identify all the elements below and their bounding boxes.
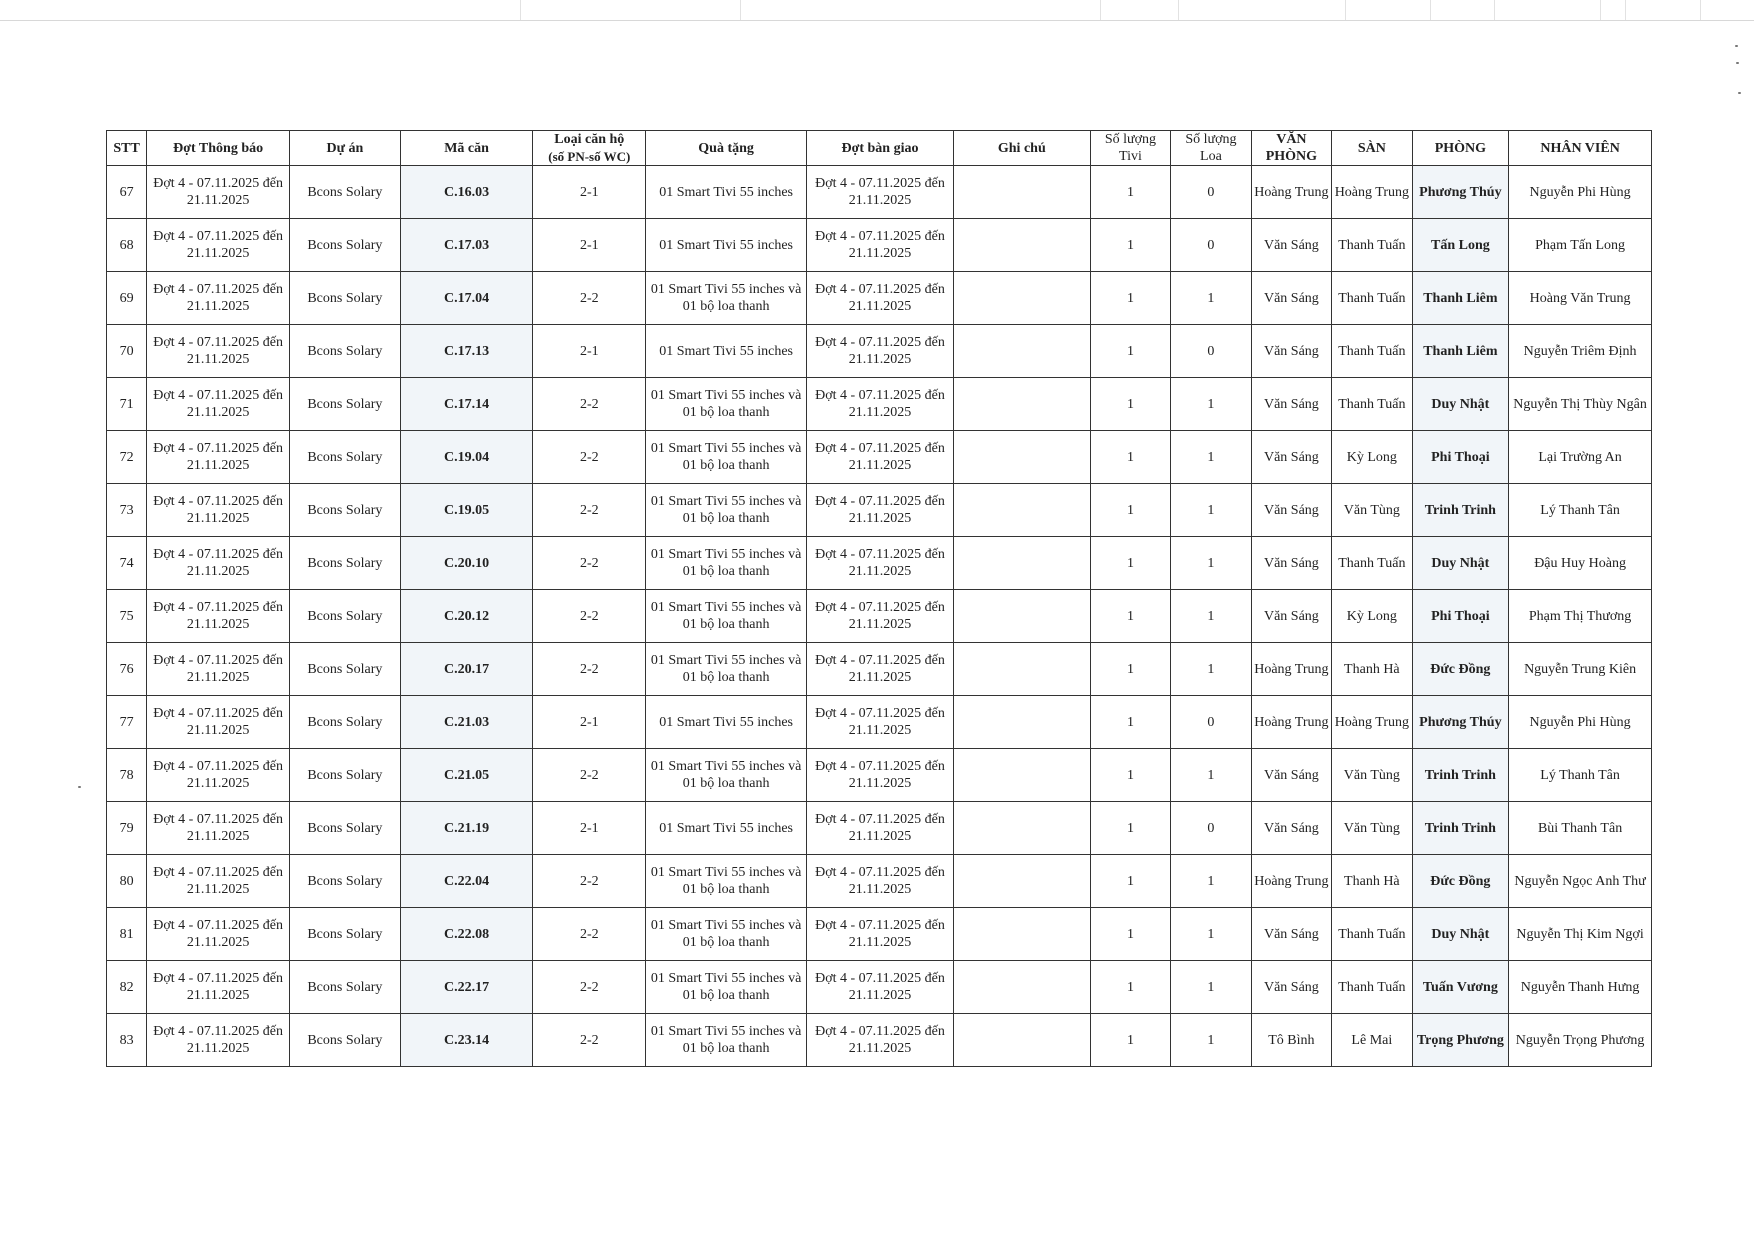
cell-phong: Phi Thoại [1412,590,1509,643]
cell-ma-can: C.23.14 [400,1014,533,1067]
table-row [107,537,1652,590]
cell-ma-can: C.20.10 [400,537,533,590]
header-dot-thong-bao: Đợt Thông báo [147,131,290,166]
header-dot-ban-giao: Đợt bàn giao [807,131,954,166]
cell-ma-can: C.17.13 [400,325,533,378]
cell-so-luong-tivi: 1 [1090,325,1170,378]
cell-dot-thong-bao: Đợt 4 - 07.11.2025 đến 21.11.2025 [147,219,290,272]
table-row [107,961,1652,1014]
cell-loai-can-ho: 2-1 [533,696,646,749]
cell-so-luong-tivi: 1 [1090,855,1170,908]
cell-loai-can-ho: 2-1 [533,166,646,219]
cell-du-an: Bcons Solary [290,802,401,855]
cell-van-phong: Văn Sáng [1251,590,1331,643]
cell-van-phong: Văn Sáng [1251,431,1331,484]
cell-so-luong-loa: 1 [1171,431,1251,484]
header-so-luong-loa-line1: Số lượng [1185,132,1237,147]
cell-ma-can: C.17.04 [400,272,533,325]
header-van-phong-line1: VĂN [1276,132,1307,147]
cell-dot-ban-giao: Đợt 4 - 07.11.2025 đến 21.11.2025 [807,908,954,961]
cell-van-phong: Văn Sáng [1251,961,1331,1014]
cell-van-phong: Văn Sáng [1251,378,1331,431]
cell-ghi-chu [953,855,1090,908]
cell-dot-ban-giao: Đợt 4 - 07.11.2025 đến 21.11.2025 [807,272,954,325]
cell-qua-tang: 01 Smart Tivi 55 inches và 01 bộ loa thanh [646,537,807,590]
cell-so-luong-loa: 1 [1171,378,1251,431]
scan-speck [1736,62,1739,64]
cell-nhan-vien: Nguyễn Phi Hùng [1509,166,1652,219]
cell-stt: 80 [107,855,147,908]
cell-so-luong-tivi: 1 [1090,272,1170,325]
cell-ghi-chu [953,431,1090,484]
cell-dot-thong-bao: Đợt 4 - 07.11.2025 đến 21.11.2025 [147,166,290,219]
cell-dot-thong-bao: Đợt 4 - 07.11.2025 đến 21.11.2025 [147,272,290,325]
cell-van-phong: Văn Sáng [1251,325,1331,378]
cell-stt: 82 [107,961,147,1014]
header-san: SÀN [1332,131,1412,166]
cell-du-an: Bcons Solary [290,219,401,272]
cell-dot-ban-giao: Đợt 4 - 07.11.2025 đến 21.11.2025 [807,378,954,431]
cell-qua-tang: 01 Smart Tivi 55 inches và 01 bộ loa thanh [646,961,807,1014]
cell-stt: 69 [107,272,147,325]
cell-van-phong: Văn Sáng [1251,908,1331,961]
cell-van-phong: Hoàng Trung [1251,166,1331,219]
cell-van-phong: Văn Sáng [1251,484,1331,537]
cell-dot-ban-giao: Đợt 4 - 07.11.2025 đến 21.11.2025 [807,484,954,537]
header-so-luong-loa-line2: Loa [1200,149,1222,164]
cell-san: Thanh Tuấn [1332,325,1412,378]
cell-dot-ban-giao: Đợt 4 - 07.11.2025 đến 21.11.2025 [807,590,954,643]
cell-so-luong-tivi: 1 [1090,537,1170,590]
cell-dot-ban-giao: Đợt 4 - 07.11.2025 đến 21.11.2025 [807,219,954,272]
cell-san: Lê Mai [1332,1014,1412,1067]
cell-nhan-vien: Nguyễn Thị Thùy Ngân [1509,378,1652,431]
table-row [107,749,1652,802]
cell-san: Kỳ Long [1332,590,1412,643]
cell-phong: Phi Thoại [1412,431,1509,484]
header-du-an: Dự án [290,131,401,166]
cell-stt: 68 [107,219,147,272]
cell-du-an: Bcons Solary [290,696,401,749]
cell-ma-can: C.19.05 [400,484,533,537]
header-van-phong [1251,131,1331,166]
cell-van-phong: Văn Sáng [1251,537,1331,590]
cell-van-phong: Văn Sáng [1251,272,1331,325]
cell-du-an: Bcons Solary [290,378,401,431]
header-so-luong-tivi [1090,131,1170,166]
cell-dot-thong-bao: Đợt 4 - 07.11.2025 đến 21.11.2025 [147,537,290,590]
cell-stt: 71 [107,378,147,431]
cell-san: Thanh Tuấn [1332,219,1412,272]
table-row [107,166,1652,219]
cell-ghi-chu [953,590,1090,643]
cell-so-luong-loa: 0 [1171,166,1251,219]
cell-so-luong-tivi: 1 [1090,166,1170,219]
cell-phong: Thanh Liêm [1412,325,1509,378]
cell-so-luong-loa: 0 [1171,802,1251,855]
cell-qua-tang: 01 Smart Tivi 55 inches và 01 bộ loa thanh [646,855,807,908]
header-phong: PHÒNG [1412,131,1509,166]
cell-san: Thanh Tuấn [1332,537,1412,590]
cell-so-luong-tivi: 1 [1090,484,1170,537]
header-loai-can-ho [533,131,646,166]
table-row [107,219,1652,272]
cell-san: Thanh Tuấn [1332,961,1412,1014]
cell-phong: Trọng Phương [1412,1014,1509,1067]
cell-so-luong-tivi: 1 [1090,749,1170,802]
cell-phong: Đức Đồng [1412,643,1509,696]
cell-ghi-chu [953,272,1090,325]
header-ma-can: Mã căn [400,131,533,166]
cell-so-luong-tivi: 1 [1090,908,1170,961]
cell-loai-can-ho: 2-1 [533,325,646,378]
cell-loai-can-ho: 2-2 [533,961,646,1014]
cell-so-luong-loa: 0 [1171,219,1251,272]
cell-stt: 77 [107,696,147,749]
table-row [107,325,1652,378]
cell-so-luong-tivi: 1 [1090,802,1170,855]
cell-du-an: Bcons Solary [290,855,401,908]
cell-stt: 76 [107,643,147,696]
cell-qua-tang: 01 Smart Tivi 55 inches và 01 bộ loa thanh [646,643,807,696]
cell-nhan-vien: Nguyễn Trọng Phương [1509,1014,1652,1067]
cell-ma-can: C.21.05 [400,749,533,802]
cell-qua-tang: 01 Smart Tivi 55 inches và 01 bộ loa thanh [646,431,807,484]
cell-loai-can-ho: 2-2 [533,590,646,643]
cell-ghi-chu [953,749,1090,802]
cell-stt: 79 [107,802,147,855]
scan-speck [78,786,81,788]
cell-so-luong-tivi: 1 [1090,961,1170,1014]
cell-dot-thong-bao: Đợt 4 - 07.11.2025 đến 21.11.2025 [147,855,290,908]
cell-ghi-chu [953,643,1090,696]
header-loai-can-ho-line2: (số PN-số WC) [548,149,631,164]
cell-phong: Phương Thúy [1412,696,1509,749]
cell-dot-thong-bao: Đợt 4 - 07.11.2025 đến 21.11.2025 [147,643,290,696]
cell-du-an: Bcons Solary [290,749,401,802]
header-stt: STT [107,131,147,166]
cell-so-luong-loa: 1 [1171,590,1251,643]
header-loai-can-ho-line1: Loại căn hộ [554,132,625,147]
cell-ma-can: C.20.17 [400,643,533,696]
cell-san: Hoàng Trung [1332,166,1412,219]
cell-san: Hoàng Trung [1332,696,1412,749]
cell-van-phong: Văn Sáng [1251,219,1331,272]
cell-so-luong-tivi: 1 [1090,1014,1170,1067]
cell-qua-tang: 01 Smart Tivi 55 inches [646,696,807,749]
cell-so-luong-loa: 1 [1171,272,1251,325]
cell-nhan-vien: Nguyễn Phi Hùng [1509,696,1652,749]
cell-qua-tang: 01 Smart Tivi 55 inches [646,802,807,855]
cell-so-luong-loa: 1 [1171,855,1251,908]
cell-qua-tang: 01 Smart Tivi 55 inches [646,325,807,378]
cell-nhan-vien: Lại Trường An [1509,431,1652,484]
cell-qua-tang: 01 Smart Tivi 55 inches và 01 bộ loa thanh [646,484,807,537]
cell-ma-can: C.19.04 [400,431,533,484]
cell-dot-ban-giao: Đợt 4 - 07.11.2025 đến 21.11.2025 [807,431,954,484]
cell-ma-can: C.20.12 [400,590,533,643]
cell-ghi-chu [953,378,1090,431]
cell-ma-can: C.17.14 [400,378,533,431]
cell-phong: Duy Nhật [1412,908,1509,961]
cell-dot-ban-giao: Đợt 4 - 07.11.2025 đến 21.11.2025 [807,537,954,590]
cell-dot-thong-bao: Đợt 4 - 07.11.2025 đến 21.11.2025 [147,590,290,643]
cell-dot-ban-giao: Đợt 4 - 07.11.2025 đến 21.11.2025 [807,1014,954,1067]
cell-phong: Phương Thúy [1412,166,1509,219]
cell-loai-can-ho: 2-1 [533,219,646,272]
scan-speck [1735,45,1738,47]
cell-san: Thanh Tuấn [1332,378,1412,431]
header-so-luong-tivi-line1: Số lượng [1104,132,1157,147]
table-row [107,855,1652,908]
cell-stt: 73 [107,484,147,537]
gift-allocation-table [106,130,1652,1067]
header-qua-tang: Quà tặng [646,131,807,166]
cell-phong: Thanh Liêm [1412,272,1509,325]
cell-du-an: Bcons Solary [290,431,401,484]
scan-speck [1738,92,1741,94]
cell-ghi-chu [953,166,1090,219]
header-van-phong-line2: PHÒNG [1265,149,1318,164]
cell-phong: Đức Đồng [1412,855,1509,908]
cell-san: Thanh Tuấn [1332,272,1412,325]
cell-so-luong-loa: 0 [1171,325,1251,378]
cell-phong: Trinh Trinh [1412,749,1509,802]
cell-nhan-vien: Lý Thanh Tân [1509,484,1652,537]
table-row [107,378,1652,431]
cell-nhan-vien: Nguyễn Thị Kim Ngợi [1509,908,1652,961]
cell-ma-can: C.21.19 [400,802,533,855]
cell-san: Thanh Hà [1332,855,1412,908]
cell-du-an: Bcons Solary [290,166,401,219]
cell-nhan-vien: Nguyễn Ngọc Anh Thư [1509,855,1652,908]
cell-van-phong: Hoàng Trung [1251,643,1331,696]
cell-stt: 74 [107,537,147,590]
cell-ghi-chu [953,219,1090,272]
cell-qua-tang: 01 Smart Tivi 55 inches [646,219,807,272]
header-ghi-chu: Ghi chú [953,131,1090,166]
cell-qua-tang: 01 Smart Tivi 55 inches và 01 bộ loa thanh [646,1014,807,1067]
cell-ghi-chu [953,484,1090,537]
cell-san: Thanh Tuấn [1332,908,1412,961]
cell-dot-thong-bao: Đợt 4 - 07.11.2025 đến 21.11.2025 [147,431,290,484]
table-row [107,908,1652,961]
cell-stt: 83 [107,1014,147,1067]
cell-nhan-vien: Hoàng Văn Trung [1509,272,1652,325]
cell-nhan-vien: Đậu Huy Hoàng [1509,537,1652,590]
cell-so-luong-loa: 1 [1171,961,1251,1014]
cell-so-luong-tivi: 1 [1090,431,1170,484]
cell-phong: Trinh Trinh [1412,484,1509,537]
cell-dot-thong-bao: Đợt 4 - 07.11.2025 đến 21.11.2025 [147,325,290,378]
cell-stt: 67 [107,166,147,219]
cell-san: Kỳ Long [1332,431,1412,484]
cell-van-phong: Văn Sáng [1251,749,1331,802]
cell-du-an: Bcons Solary [290,908,401,961]
cell-dot-thong-bao: Đợt 4 - 07.11.2025 đến 21.11.2025 [147,749,290,802]
cell-nhan-vien: Nguyễn Thanh Hưng [1509,961,1652,1014]
cell-san: Văn Tùng [1332,802,1412,855]
cell-san: Văn Tùng [1332,484,1412,537]
header-so-luong-tivi-line2: Tivi [1119,149,1142,164]
cell-qua-tang: 01 Smart Tivi 55 inches và 01 bộ loa thanh [646,272,807,325]
cell-loai-can-ho: 2-2 [533,378,646,431]
cell-qua-tang: 01 Smart Tivi 55 inches và 01 bộ loa thanh [646,378,807,431]
cell-loai-can-ho: 2-2 [533,431,646,484]
cell-loai-can-ho: 2-2 [533,272,646,325]
cell-phong: Tuấn Vương [1412,961,1509,1014]
cell-so-luong-loa: 1 [1171,908,1251,961]
cell-ghi-chu [953,802,1090,855]
cell-dot-thong-bao: Đợt 4 - 07.11.2025 đến 21.11.2025 [147,696,290,749]
cell-loai-can-ho: 2-2 [533,749,646,802]
cell-phong: Duy Nhật [1412,537,1509,590]
cell-so-luong-tivi: 1 [1090,696,1170,749]
cell-ma-can: C.22.04 [400,855,533,908]
table-row [107,590,1652,643]
cell-san: Thanh Hà [1332,643,1412,696]
table-row [107,1014,1652,1067]
cell-stt: 75 [107,590,147,643]
cell-so-luong-loa: 1 [1171,1014,1251,1067]
scan-top-edge [0,0,1754,21]
cell-du-an: Bcons Solary [290,590,401,643]
cell-loai-can-ho: 2-2 [533,908,646,961]
cell-ma-can: C.22.17 [400,961,533,1014]
table-row [107,696,1652,749]
cell-loai-can-ho: 2-1 [533,802,646,855]
cell-so-luong-loa: 1 [1171,643,1251,696]
cell-du-an: Bcons Solary [290,325,401,378]
table-row [107,802,1652,855]
cell-so-luong-loa: 0 [1171,696,1251,749]
cell-nhan-vien: Nguyễn Trung Kiên [1509,643,1652,696]
cell-phong: Duy Nhật [1412,378,1509,431]
cell-qua-tang: 01 Smart Tivi 55 inches và 01 bộ loa thanh [646,908,807,961]
cell-dot-thong-bao: Đợt 4 - 07.11.2025 đến 21.11.2025 [147,378,290,431]
cell-ma-can: C.17.03 [400,219,533,272]
cell-dot-ban-giao: Đợt 4 - 07.11.2025 đến 21.11.2025 [807,961,954,1014]
cell-ghi-chu [953,325,1090,378]
cell-so-luong-loa: 1 [1171,537,1251,590]
header-row [107,131,1652,166]
cell-loai-can-ho: 2-2 [533,537,646,590]
cell-so-luong-tivi: 1 [1090,219,1170,272]
cell-so-luong-loa: 1 [1171,749,1251,802]
cell-dot-thong-bao: Đợt 4 - 07.11.2025 đến 21.11.2025 [147,1014,290,1067]
header-nhan-vien: NHÂN VIÊN [1509,131,1652,166]
cell-van-phong: Văn Sáng [1251,802,1331,855]
cell-dot-thong-bao: Đợt 4 - 07.11.2025 đến 21.11.2025 [147,802,290,855]
cell-ma-can: C.16.03 [400,166,533,219]
cell-phong: Trinh Trinh [1412,802,1509,855]
cell-du-an: Bcons Solary [290,484,401,537]
cell-dot-ban-giao: Đợt 4 - 07.11.2025 đến 21.11.2025 [807,749,954,802]
cell-du-an: Bcons Solary [290,961,401,1014]
cell-so-luong-tivi: 1 [1090,643,1170,696]
cell-nhan-vien: Phạm Tấn Long [1509,219,1652,272]
cell-so-luong-loa: 1 [1171,484,1251,537]
cell-du-an: Bcons Solary [290,272,401,325]
cell-so-luong-tivi: 1 [1090,378,1170,431]
cell-qua-tang: 01 Smart Tivi 55 inches [646,166,807,219]
cell-phong: Tấn Long [1412,219,1509,272]
cell-du-an: Bcons Solary [290,1014,401,1067]
cell-stt: 81 [107,908,147,961]
cell-du-an: Bcons Solary [290,537,401,590]
cell-ghi-chu [953,537,1090,590]
header-so-luong-loa [1171,131,1251,166]
cell-dot-ban-giao: Đợt 4 - 07.11.2025 đến 21.11.2025 [807,855,954,908]
table-row [107,643,1652,696]
cell-stt: 78 [107,749,147,802]
cell-dot-ban-giao: Đợt 4 - 07.11.2025 đến 21.11.2025 [807,696,954,749]
cell-so-luong-tivi: 1 [1090,590,1170,643]
cell-ghi-chu [953,1014,1090,1067]
cell-nhan-vien: Phạm Thị Thương [1509,590,1652,643]
cell-qua-tang: 01 Smart Tivi 55 inches và 01 bộ loa thanh [646,749,807,802]
cell-san: Văn Tùng [1332,749,1412,802]
cell-loai-can-ho: 2-2 [533,643,646,696]
cell-du-an: Bcons Solary [290,643,401,696]
cell-loai-can-ho: 2-2 [533,855,646,908]
cell-van-phong: Hoàng Trung [1251,696,1331,749]
cell-loai-can-ho: 2-2 [533,1014,646,1067]
cell-nhan-vien: Nguyễn Triêm Định [1509,325,1652,378]
cell-dot-ban-giao: Đợt 4 - 07.11.2025 đến 21.11.2025 [807,325,954,378]
cell-van-phong: Hoàng Trung [1251,855,1331,908]
cell-qua-tang: 01 Smart Tivi 55 inches và 01 bộ loa thanh [646,590,807,643]
cell-stt: 72 [107,431,147,484]
table-row [107,484,1652,537]
cell-ghi-chu [953,696,1090,749]
cell-dot-ban-giao: Đợt 4 - 07.11.2025 đến 21.11.2025 [807,166,954,219]
cell-stt: 70 [107,325,147,378]
cell-loai-can-ho: 2-2 [533,484,646,537]
cell-dot-thong-bao: Đợt 4 - 07.11.2025 đến 21.11.2025 [147,961,290,1014]
table-row [107,431,1652,484]
cell-ma-can: C.21.03 [400,696,533,749]
cell-ghi-chu [953,961,1090,1014]
cell-ma-can: C.22.08 [400,908,533,961]
cell-dot-ban-giao: Đợt 4 - 07.11.2025 đến 21.11.2025 [807,643,954,696]
cell-dot-thong-bao: Đợt 4 - 07.11.2025 đến 21.11.2025 [147,908,290,961]
table-row [107,272,1652,325]
cell-dot-ban-giao: Đợt 4 - 07.11.2025 đến 21.11.2025 [807,802,954,855]
cell-van-phong: Tô Bình [1251,1014,1331,1067]
cell-ghi-chu [953,908,1090,961]
cell-dot-thong-bao: Đợt 4 - 07.11.2025 đến 21.11.2025 [147,484,290,537]
cell-nhan-vien: Lý Thanh Tân [1509,749,1652,802]
cell-nhan-vien: Bùi Thanh Tân [1509,802,1652,855]
